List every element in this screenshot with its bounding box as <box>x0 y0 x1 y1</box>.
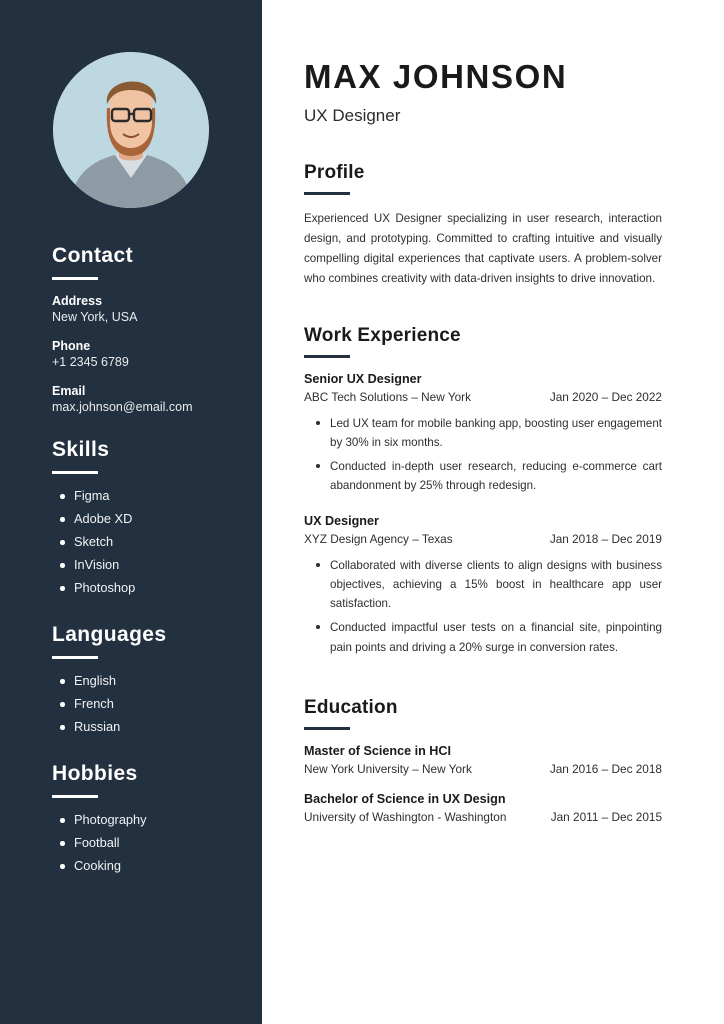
education-entry <box>304 744 662 776</box>
address-label: Address <box>52 294 103 308</box>
education-school: University of Washington - Washington <box>304 809 507 824</box>
education-dates: Jan 2011 – Dec 2015 <box>550 809 662 824</box>
list-item: Football <box>74 835 236 850</box>
work-experience-section <box>304 325 662 657</box>
hobbies-heading-rule <box>52 795 98 798</box>
avatar-container <box>0 0 262 208</box>
list-item: Sketch <box>74 534 236 549</box>
education-entry <box>304 792 662 824</box>
skills-section <box>0 438 262 595</box>
contact-heading-rule <box>52 277 98 280</box>
languages-heading-rule <box>52 656 98 659</box>
email-value: max.johnson@email.com <box>52 400 193 414</box>
list-item: English <box>74 673 236 688</box>
list-item: Figma <box>74 488 236 503</box>
education-degree: Master of Science in HCI <box>304 743 451 758</box>
list-item: French <box>74 696 236 711</box>
job-company: XYZ Design Agency – Texas <box>304 531 453 546</box>
education-heading-rule <box>304 727 350 730</box>
contact-heading: Contact <box>52 244 133 267</box>
job-role-subtitle: UX Designer <box>304 106 401 125</box>
skills-heading-rule <box>52 471 98 474</box>
skills-list <box>52 488 236 595</box>
profile-text: Experienced UX Designer specializing in user research, interaction design, and prototyping. Committed to crafting intuitive and visually compelling digital experiences that captivate users. A problem-solver who combines creativity with data-driven insights to drive innovation. <box>304 212 662 285</box>
job-title: Senior UX Designer <box>304 371 422 386</box>
contact-section <box>0 244 262 414</box>
hobbies-heading: Hobbies <box>52 762 138 785</box>
email-label: Email <box>52 384 86 398</box>
job-title: UX Designer <box>304 513 379 528</box>
education-degree: Bachelor of Science in UX Design <box>304 791 506 806</box>
portrait-photo-icon <box>53 52 209 208</box>
phone-label: Phone <box>52 339 91 353</box>
phone-value: +1 2345 6789 <box>52 355 129 369</box>
languages-list <box>52 673 236 734</box>
hobbies-list <box>52 812 236 873</box>
education-school: New York University – New York <box>304 761 472 776</box>
list-item: Photoshop <box>74 580 236 595</box>
list-item: Collaborated with diverse clients to align designs with business objectives, achieving a 15% boost in healthcare app user satisfaction. <box>330 556 662 614</box>
job-dates: Jan 2020 – Dec 2022 <box>549 389 662 404</box>
sidebar <box>0 0 262 1024</box>
list-item: Conducted impactful user tests on a financial site, pinpointing pain points and driving a 20% surge in conversion rates. <box>330 618 662 656</box>
avatar <box>53 52 209 208</box>
list-item: Photography <box>74 812 236 827</box>
list-item: Russian <box>74 719 236 734</box>
languages-heading: Languages <box>52 623 167 646</box>
work-experience-heading-rule <box>304 355 350 358</box>
list-item: Adobe XD <box>74 511 236 526</box>
work-entry <box>304 514 662 657</box>
list-item: Led UX team for mobile banking app, boosting user engagement by 30% in six months. <box>330 414 662 452</box>
list-item: Conducted in-depth user research, reducing e-commerce cart abandonment by 25% through redesign. <box>330 457 662 495</box>
list-item: Cooking <box>74 858 236 873</box>
job-bullets <box>304 414 662 496</box>
education-dates: Jan 2016 – Dec 2018 <box>549 761 662 776</box>
education-meta <box>304 810 662 824</box>
profile-section <box>304 162 662 289</box>
job-dates: Jan 2018 – Dec 2019 <box>549 531 662 546</box>
work-entry <box>304 372 662 496</box>
job-company: ABC Tech Solutions – New York <box>304 389 471 404</box>
profile-heading: Profile <box>304 162 365 183</box>
job-meta <box>304 532 662 546</box>
languages-section <box>0 623 262 734</box>
skills-heading: Skills <box>52 438 110 461</box>
main-content <box>262 0 724 1024</box>
list-item: InVision <box>74 557 236 572</box>
work-experience-heading: Work Experience <box>304 324 461 346</box>
page-title: MAX JOHNSON <box>304 58 568 95</box>
job-meta <box>304 390 662 404</box>
profile-heading-rule <box>304 192 350 195</box>
address-value: New York, USA <box>52 310 138 324</box>
hobbies-section <box>0 762 262 873</box>
job-bullets <box>304 556 662 657</box>
education-heading: Education <box>304 696 398 718</box>
education-section <box>304 697 662 824</box>
education-meta <box>304 762 662 776</box>
